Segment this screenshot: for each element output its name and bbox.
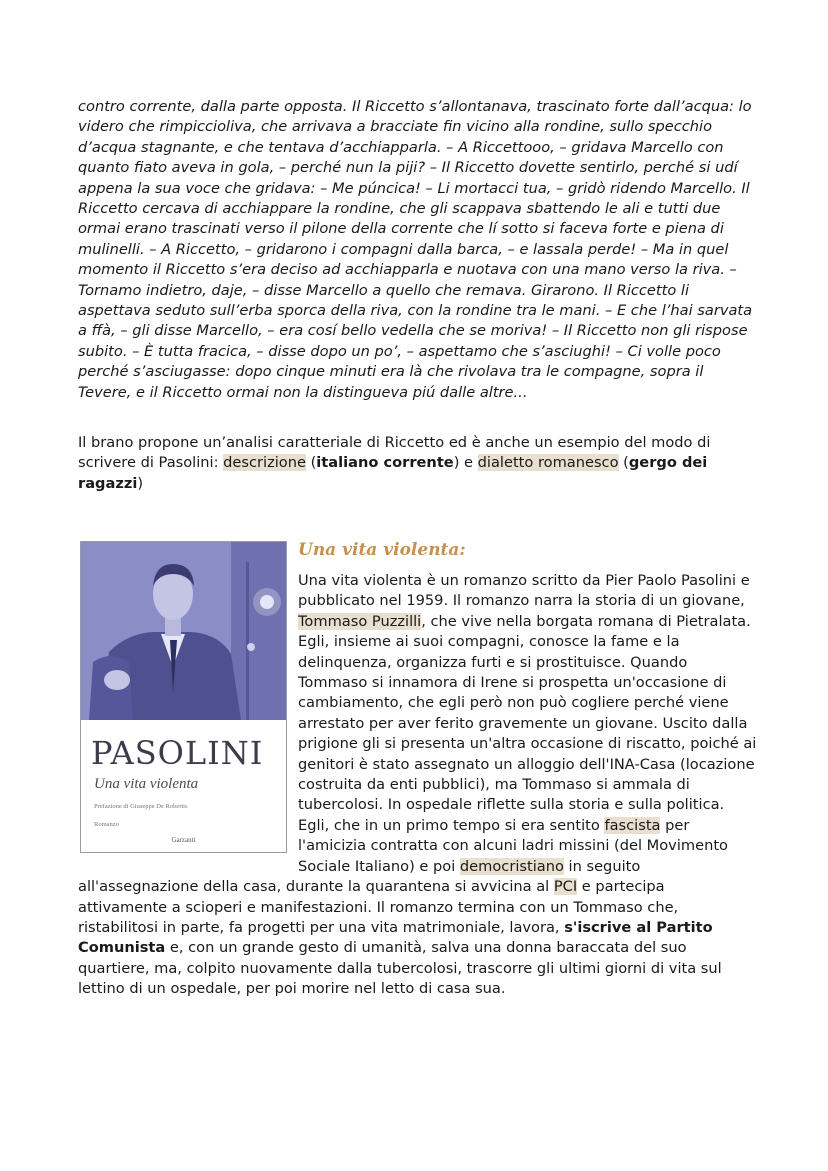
highlight-tommaso: Tommaso Puzzilli: [298, 612, 422, 630]
novel-summary: [78, 571, 758, 1000]
cover-genre: Romanzo: [94, 821, 119, 828]
intro-text: (: [618, 454, 629, 472]
cover-spacer: [78, 571, 298, 861]
summary-text: , che vive nella borgata romana di Pietralata. Egli, insieme ai suoi compagni, conosce la fame e la delinquenza, organizza furti e si prostituisce. Quando Tommaso si innamora di Irene si prospetta un'occasione di cambiamento, che egli però non può cogliere perché viene arrestato per aver ferito gravemente un giovane. Uscito dalla prigione gli si presenta un'altra occasione di riscatto, poiché ai genitori è stato assegnato un alloggio dell'INA-Casa (locazione costruita da enti pubblici), ma Tommaso si ammala di tubercolosi. In ospedale riflette sulla storia e sulla politica. Egli, che in un primo tempo si era sentito: [298, 612, 757, 834]
intro-text: ): [137, 474, 144, 492]
summary-text: in seguito all'assegnazione della casa, durante la quarantena si avvicina al: [78, 857, 641, 896]
bold-italiano-corrente: italiano corrente: [316, 454, 454, 472]
summary-text: per l'amicizia contratta con alcuni ladri missini (del Movimento Sociale Italiano) e poi: [298, 816, 728, 875]
cover-publisher: Garzanti: [171, 836, 196, 844]
summary-text: e, con un grande gesto di umanità, salva una donna baraccata del suo quartiere, ma, colpito nuovamente dalla tubercolosi, trascorre gli ultimi giorni di vita sul lettino di un ospedale, per poi morire nel letto di casa sua.: [78, 939, 722, 998]
section-title: Una vita violenta:: [298, 540, 466, 560]
intro-text: ) e: [453, 454, 478, 472]
highlight-pci: PCI: [553, 878, 578, 896]
bold-gergo: gergo dei ragazzi: [78, 454, 708, 492]
cover-preface: Prefazione di Giuseppe De Robertis: [94, 803, 188, 810]
quote-passage: contro corrente, dalla parte opposta. Il Riccetto s’allontanava, trascinato forte dall’acqua: lo videro che rimpiccioliva, che arrivava a bracciate fin vicino alla rondine, sullo specchio d’acqua stagnante, e che tentava d’acchiapparla. – A Riccettooo, – gridava Marcello con quanto fiato aveva in gola, – perché nun la piji? – Il Riccetto dovette sentirlo, perché si udí appena la sua voce che gridava: – Me púncica! – Li mortacci tua, – gridò ridendo Marcello. Il Riccetto cercava di acchiappare la rondine, che gli scappava sbattendo le ali e tutti due ormai erano trascinati verso il pilone della corrente che lí sotto si faceva forte e piena di mulinelli. – A Riccetto, – gridarono i compagni dalla barca, – e lassala perde! – Ma in quel momento il Riccetto s’era deciso ad acchiapparla e nuotava con una mano verso la riva. – Tornamo indietro, daje, – disse Marcello a quello che remava. Girarono. Il Riccetto li aspettava seduto sull’erba sporca della riva, con la rondine tra le mani. – E che l’hai sarvata a ffà, – gli disse Marcello, – era cosí bello vedella che se moriva! – Il Riccetto non gli rispose subito. – È tutta fracica, – disse dopo un po’, – aspettamo che s’asciughi! – Ci volle poco perché s’asciugasse: dopo cinque minuti era là che rivolava tra le compagne, sopra il Tevere, e il Riccetto ormai non la distingueva piú dalle altre...: [78, 98, 753, 401]
highlight-dialetto: dialetto romanesco: [477, 454, 619, 472]
intro-paragraph: [78, 433, 758, 494]
summary-text: e partecipa attivamente a scioperi e manifestazioni. Il romanzo termina con un Tommaso che, ristabilitosi in parte, fa progetti per una vita matrimoniale, lavora,: [78, 878, 679, 936]
intro-text: Il brano propone un’analisi caratteriale di Riccetto ed è anche un esempio del modo di scrivere di Pasolini:: [78, 434, 711, 472]
cover-title: Una vita violenta: [94, 776, 199, 792]
summary-text: Una vita violenta è un romanzo scritto da Pier Paolo Pasolini e pubblicato nel 1959. Il romanzo narra la storia di un giovane,: [298, 572, 750, 610]
highlight-democristiano: democristiano: [459, 857, 564, 875]
highlight-descrizione: descrizione: [223, 454, 306, 472]
cover-author: PASOLINI: [91, 734, 264, 772]
bold-partito-comunista: s'iscrive al Partito Comunista: [78, 918, 713, 957]
intro-text: (: [305, 454, 317, 472]
highlight-fascista: fascista: [604, 816, 661, 834]
